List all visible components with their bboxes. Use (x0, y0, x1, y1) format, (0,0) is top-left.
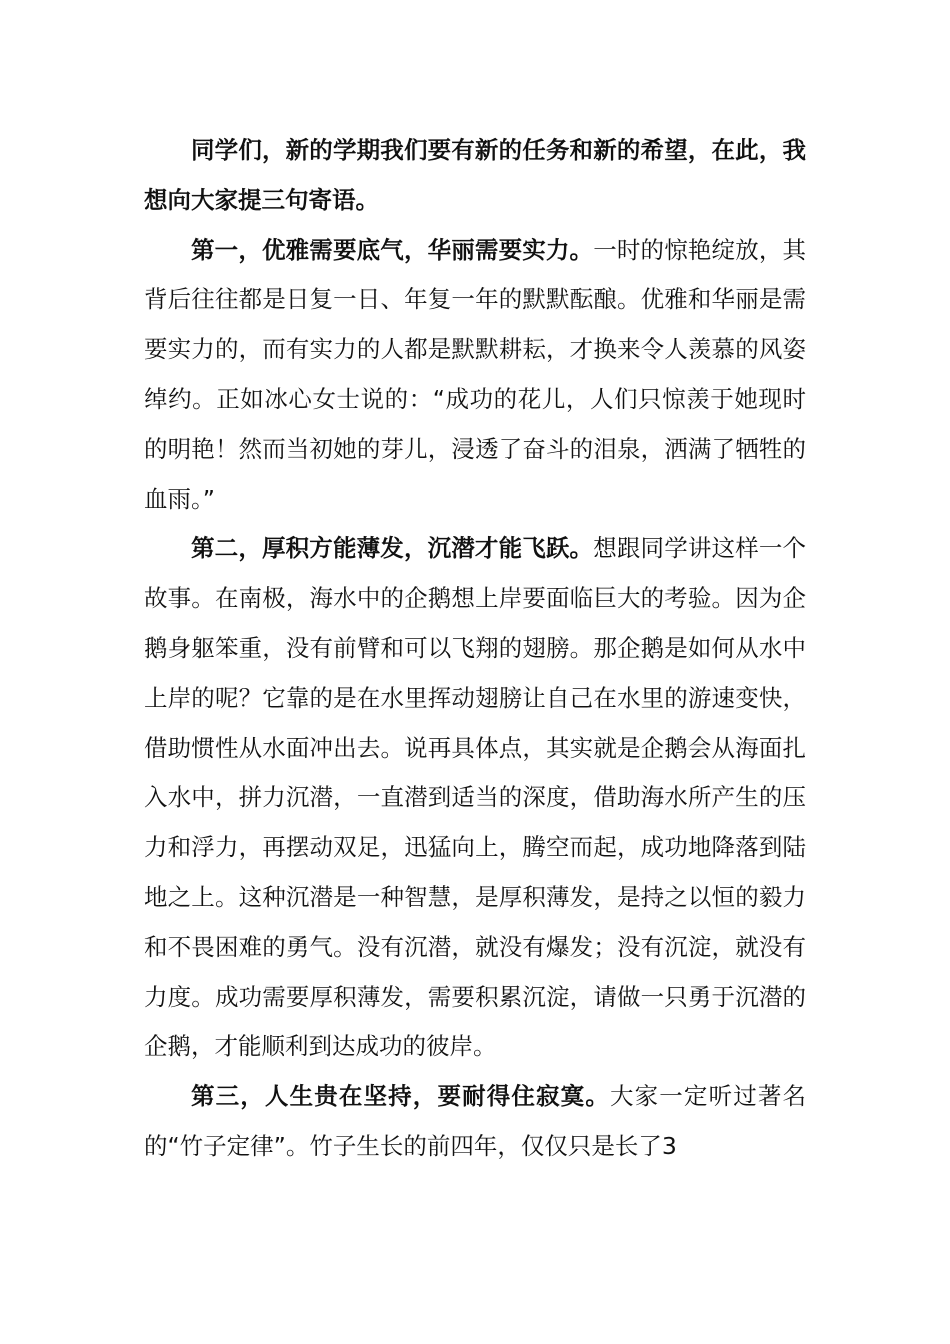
paragraph-body: 一时的惊艳绽放，其背后往往都是日复一日、年复一年的默默酝酿。优雅和华丽是需要实力的，而有实力的人都是默默耕耘，才换来令人羡慕的风姿绰约。正如冰心女士说的：“成功的花儿，人们只惊羡于她现时的明艳！然而当初她的芽儿，浸透了奋斗的泪泉，洒满了牺牲的血雨。” (144, 235, 807, 513)
paragraph-second-wish (144, 524, 806, 1072)
paragraph-lead: 第一，优雅需要底气，华丽需要实力。 (191, 235, 594, 264)
intro-paragraph (144, 126, 806, 226)
paragraph-body: 大家一定听过著名的“竹子定律”。竹子生长的前四年，仅仅只是长了3 (144, 1082, 807, 1160)
paragraph-lead: 第三，人生贵在坚持，要耐得住寂寞。 (191, 1082, 610, 1111)
paragraph-lead: 第二，厚积方能薄发，沉潜才能飞跃。 (191, 534, 594, 563)
intro-text: 同学们，新的学期我们要有新的任务和新的希望，在此，我想向大家提三句寄语。 (144, 136, 806, 214)
paragraph-body: 想跟同学讲这样一个故事。在南极，海水中的企鹅想上岸要面临巨大的考验。因为企鹅身躯笨重，没有前臂和可以飞翔的翅膀。那企鹅是如何从水中上岸的呢？它靠的是在水里挥动翅膀让自己在水里的游速变快，借助惯性从水面冲出去。说再具体点，其实就是企鹅会从海面扎入水中，拼力沉潜，一直潜到适当的深度，借助海水所产生的压力和浮力，再摆动双足，迅猛向上，腾空而起，成功地降落到陆地之上。这种沉潜是一种智慧，是厚积薄发，是持之以恒的毅力和不畏困难的勇气。没有沉潜，就没有爆发；没有沉淀，就没有力度。成功需要厚积薄发，需要积累沉淀，请做一只勇于沉潜的企鹅，才能顺利到达成功的彼岸。 (144, 534, 807, 1061)
paragraph-third-wish (144, 1072, 806, 1172)
document-page (144, 126, 806, 1172)
paragraph-first-wish (144, 226, 806, 525)
